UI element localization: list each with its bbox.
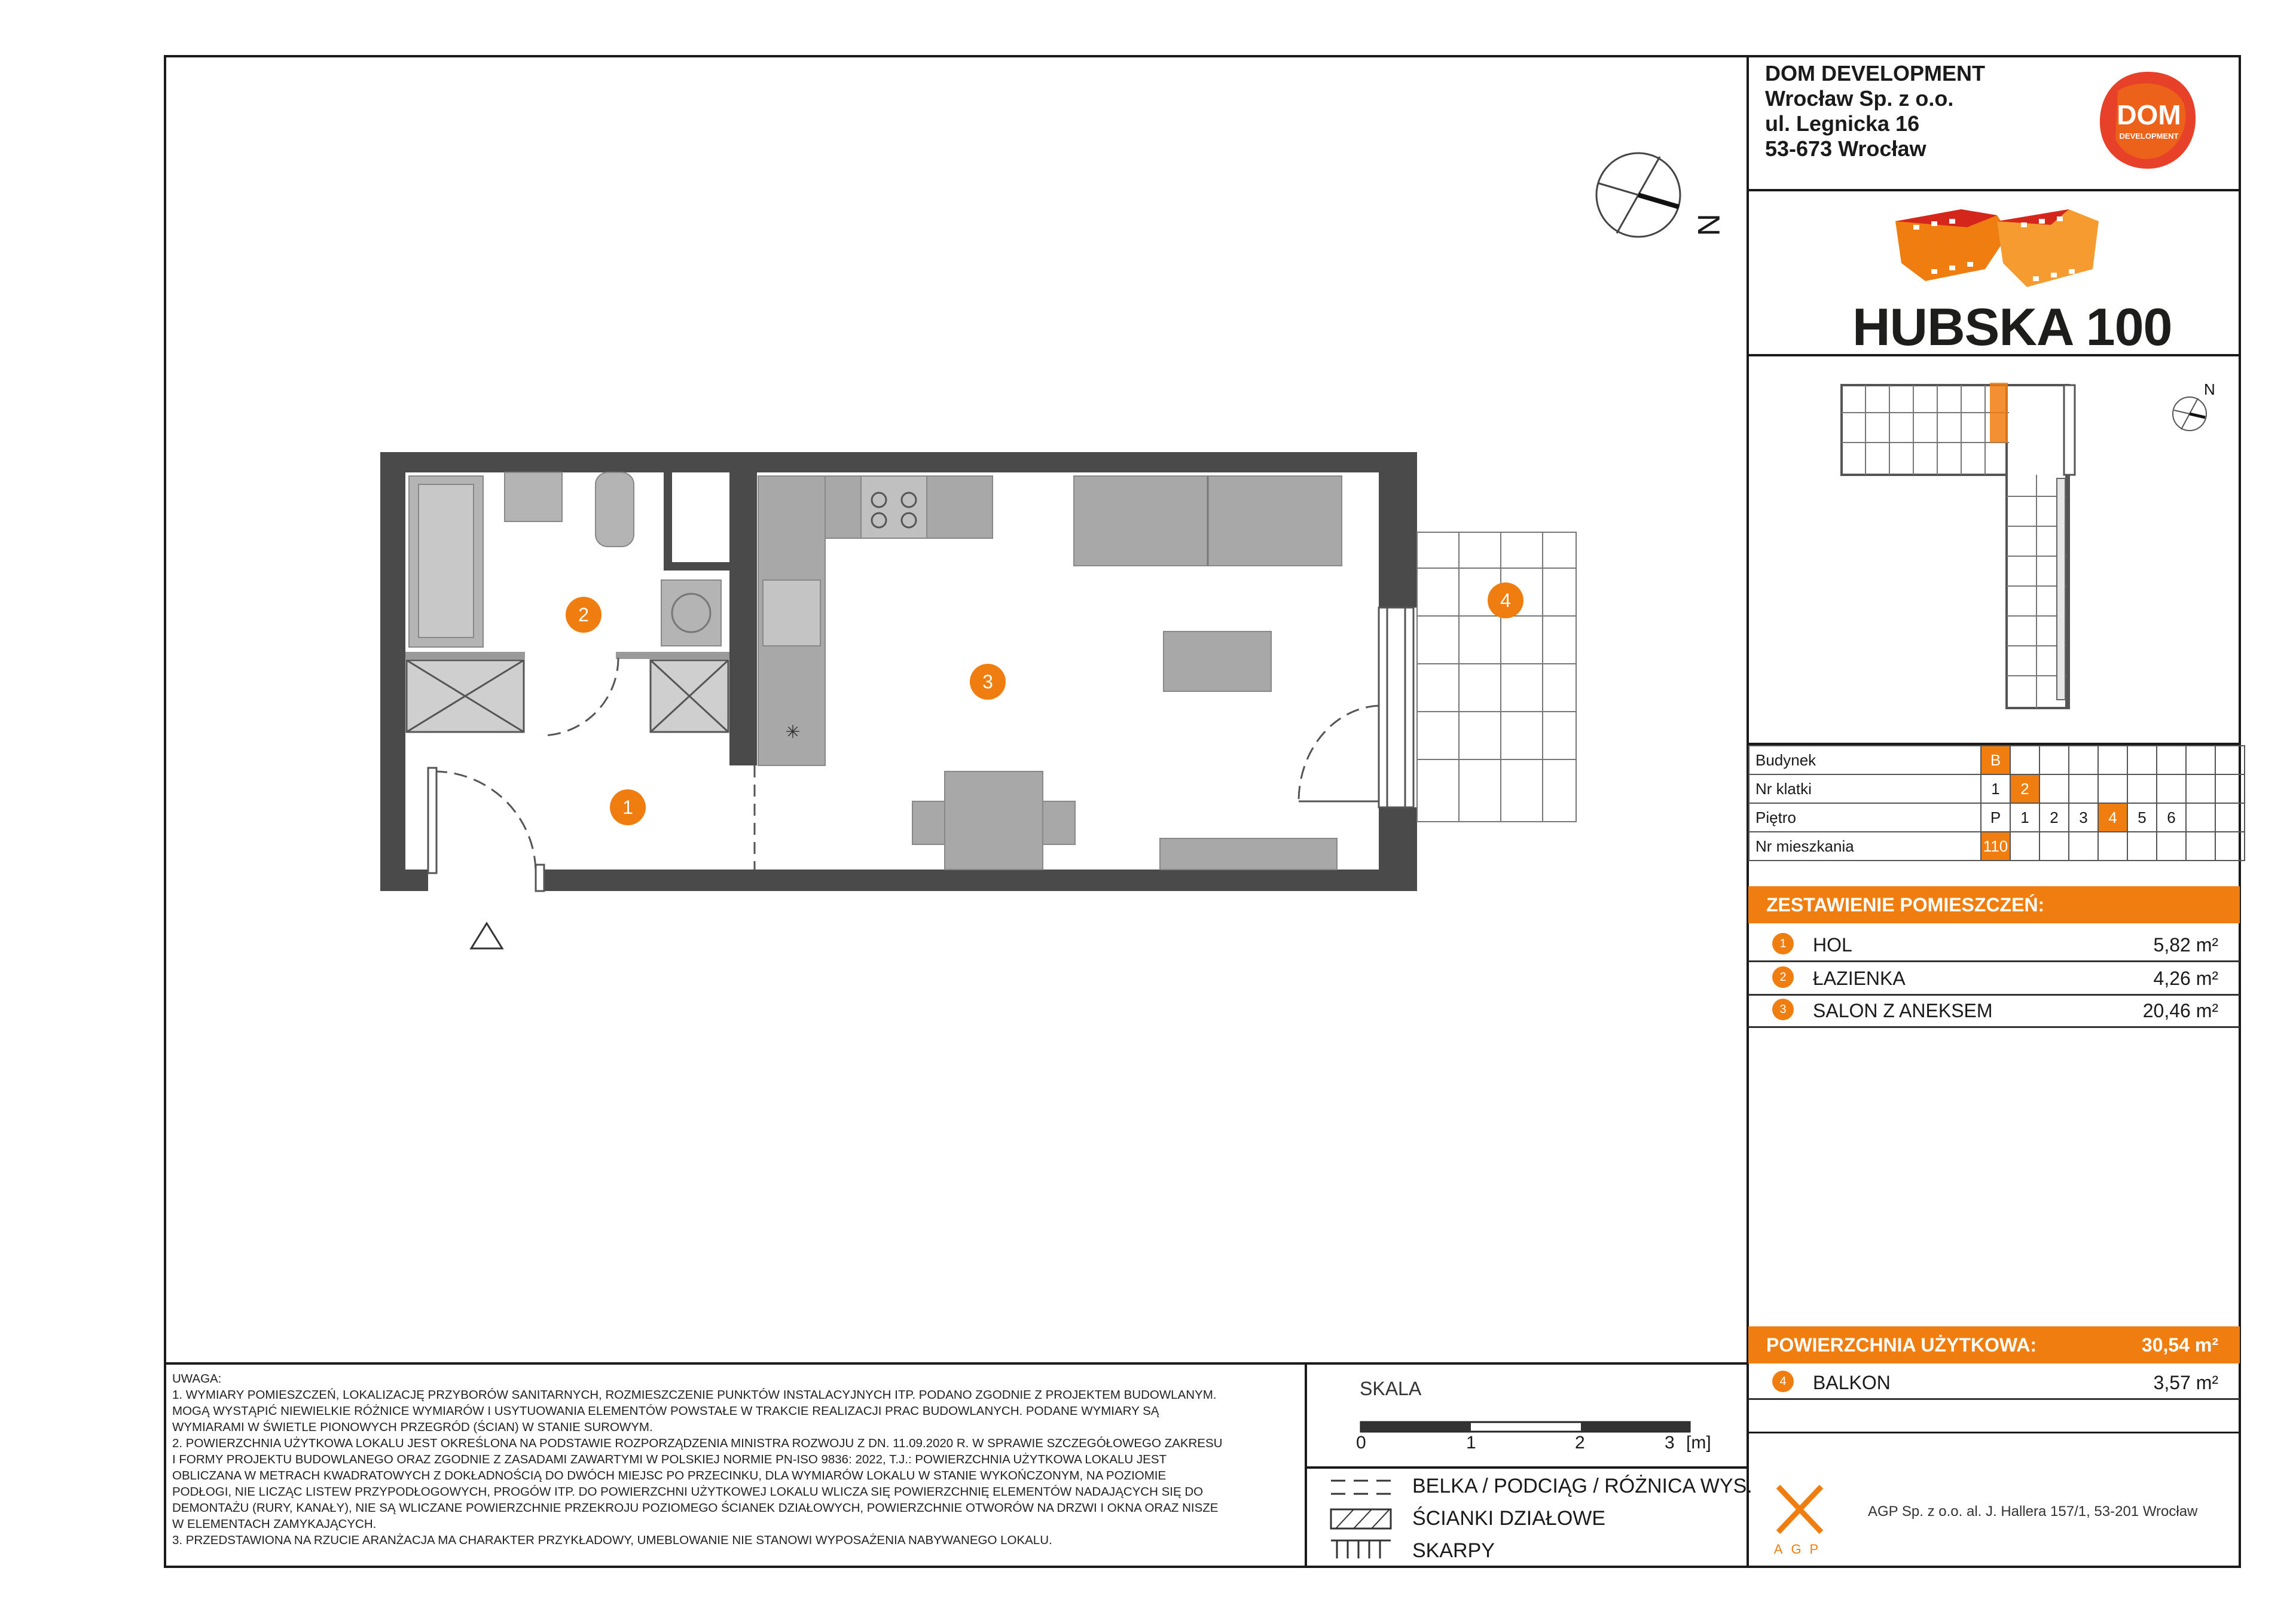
company-line4: 53-673 Wrocław bbox=[1765, 136, 1926, 161]
balcony-area: 3,57 m² bbox=[2153, 1372, 2218, 1393]
plan-label-3: 3 bbox=[970, 664, 1006, 700]
mieszkanie-label: Nr mieszkania bbox=[1749, 832, 1981, 861]
bath-partition-right bbox=[616, 652, 729, 659]
total-area-label: POWIERZCHNIA UŻYTKOWA: bbox=[1766, 1334, 2037, 1356]
pietro-2: 2 bbox=[2039, 803, 2069, 832]
pietro-5: 5 bbox=[2127, 803, 2157, 832]
entrance-door-swing bbox=[434, 771, 536, 873]
washing-machine bbox=[661, 580, 721, 646]
legend-partitions: ŚCIANKI DZIAŁOWE bbox=[1412, 1507, 1606, 1530]
room-1-badge: 1 bbox=[1772, 933, 1794, 954]
legend-beam-icon bbox=[1330, 1477, 1392, 1497]
scale-bar bbox=[1360, 1420, 1694, 1434]
legend-partitions-icon bbox=[1330, 1508, 1392, 1530]
notes-divider bbox=[164, 1362, 1748, 1365]
scale-label: SKALA bbox=[1360, 1378, 1422, 1399]
washbasin bbox=[505, 472, 562, 521]
room-2-badge: 2 bbox=[1772, 966, 1794, 988]
north-label bbox=[1690, 213, 1726, 236]
toilet bbox=[596, 472, 634, 547]
scale-tick-2: 2 bbox=[1575, 1433, 1585, 1453]
mieszkanie-value: 110 bbox=[1981, 832, 2010, 861]
blank-row-divider bbox=[1748, 1432, 2241, 1433]
row-klatka bbox=[1749, 774, 2245, 803]
balcony-row bbox=[1748, 1366, 2240, 1400]
notes-line: 1. WYMIARY POMIESZCZEŃ, LOKALIZACJĘ PRZYBORÓW SANITARNYCH, ROZMIESZCZENIE PUNKTÓW INSTALACYJNYCH ITP. PODANO ZGODNIE Z PROJEKTEM BUDOWLANYM. bbox=[172, 1388, 1217, 1402]
plan-label-4: 4 bbox=[1488, 582, 1523, 618]
chair-right bbox=[1043, 801, 1075, 844]
room-3-area: 20,46 m² bbox=[2142, 1000, 2218, 1021]
pietro-6: 6 bbox=[2157, 803, 2186, 832]
scale-tick-0: 0 bbox=[1356, 1433, 1366, 1453]
apartment-info-table bbox=[1748, 745, 2245, 861]
chair-left bbox=[912, 801, 945, 844]
total-area-value: 30,54 m² bbox=[2141, 1334, 2218, 1356]
notes-line: W ELEMENTACH ZAMYKAJĄCYCH. bbox=[172, 1517, 377, 1531]
balcony-name: BALKON bbox=[1813, 1372, 1891, 1393]
dom-development-logo bbox=[2094, 67, 2202, 175]
row-budynek bbox=[1749, 746, 2245, 774]
logo-text-bottom: DEVELOPMENT bbox=[2119, 132, 2179, 141]
floor-plan bbox=[371, 443, 1626, 981]
company-address bbox=[1765, 61, 1985, 161]
wall-bottom-left bbox=[380, 870, 428, 891]
company-line3: ul. Legnicka 16 bbox=[1765, 111, 1920, 136]
company-name: DOM DEVELOPMENT bbox=[1765, 61, 1986, 86]
row-pietro bbox=[1749, 803, 2245, 832]
key-plan-compass-label: N bbox=[2204, 380, 2215, 398]
rooms-header bbox=[1748, 886, 2240, 923]
notes-line: PODŁOGI, NIE LICZĄC LISTEW PRZYPODŁOGOWYCH, PROGÓW ITP. DO POWIERZCHNI UŻYTKOWEJ LOKALU WLICZA SIĘ POWIERZCHNIĘ ELEMENTÓW NADAJĄCYCH SIĘ DO bbox=[172, 1485, 1204, 1499]
wall-kitchen bbox=[729, 472, 757, 765]
bath-partition-left bbox=[405, 652, 525, 659]
architect-address: AGP Sp. z o.o. al. J. Hallera 157/1, 53-201 Wrocław bbox=[1868, 1503, 2198, 1520]
balcony-badge: 4 bbox=[1772, 1371, 1794, 1392]
kitchen-sink bbox=[763, 580, 820, 646]
pietro-4: 4 bbox=[2098, 803, 2127, 832]
notes-line: OBLICZANA W METRACH KWADRATOWYCH Z DOKŁADNOŚCIĄ DO DWÓCH MIEJSC PO PRZECINKU, DLA WYMIARÓW LOKALU W STANIE WYKOŃCZONYM, NA POZIOMIE bbox=[172, 1469, 1167, 1482]
plan-label-1: 1 bbox=[610, 789, 646, 825]
tv-cabinet bbox=[1160, 838, 1337, 870]
scale-legend-divider bbox=[1305, 1466, 1748, 1469]
balcony bbox=[1417, 532, 1576, 822]
balcony-door-swing bbox=[1299, 706, 1379, 801]
scale-unit: [m] bbox=[1686, 1433, 1711, 1453]
room-1-area: 5,82 m² bbox=[2153, 934, 2218, 956]
total-area-bar bbox=[1748, 1326, 2240, 1363]
north-label-text: N bbox=[1690, 213, 1726, 236]
fridge-symbol: ✳ bbox=[785, 722, 801, 743]
key-plan-compass bbox=[2169, 380, 2217, 434]
project-title: HUBSKA 100 bbox=[1852, 297, 2172, 356]
pietro-1: 1 bbox=[2010, 803, 2039, 832]
scale-tick-1: 1 bbox=[1466, 1433, 1476, 1453]
klatka-2: 2 bbox=[2010, 774, 2039, 803]
room-row-1 bbox=[1748, 928, 2240, 962]
scale-tick-3: 3 bbox=[1665, 1433, 1675, 1453]
notes-title: UWAGA: bbox=[172, 1372, 222, 1386]
legend-beam: BELKA / PODCIĄG / RÓŻNICA WYS. bbox=[1412, 1475, 1752, 1497]
wall-left bbox=[380, 452, 405, 891]
row-mieszkanie bbox=[1749, 832, 2245, 861]
logo-text-top: DOM bbox=[2117, 99, 2181, 130]
agp-logo-text: AGP bbox=[1773, 1542, 1827, 1557]
room-row-3 bbox=[1748, 994, 2240, 1028]
key-plan bbox=[1830, 377, 2141, 718]
wall-bottom bbox=[544, 870, 1417, 891]
room-3-badge: 3 bbox=[1772, 999, 1794, 1020]
film-reel-logo bbox=[1889, 197, 2105, 293]
notes-line: I FORMY PROJEKTU BUDOWLANEGO ORAZ ZGODNIE Z ZASADAMI ZAWARTYMI W POLSKIEJ NORMIE PN-ISO 9836: 2022, T.J.: POWIERZCHNIA UŻYTKOWA LOKALU JEST bbox=[172, 1453, 1167, 1466]
room-1-name: HOL bbox=[1813, 934, 1852, 956]
coffee-table bbox=[1164, 631, 1271, 691]
legend-reveals: SKARPY bbox=[1412, 1539, 1495, 1562]
pietro-3: 3 bbox=[2069, 803, 2098, 832]
balcony-door-frame bbox=[1379, 608, 1413, 807]
notes-line: 3. PRZEDSTAWIONA NA RZUCIE ARANŻACJA MA CHARAKTER PRZYKŁADOWY, UMEBLOWANIE NIE STANOWI WYPOSAŻENIA NABYWANEGO LOKALU. bbox=[172, 1533, 1052, 1547]
shaft-bottom bbox=[664, 562, 744, 571]
notes-line: MOGĄ WYSTĄPIĆ NIEWIELKIE RÓŻNICE WYMIARÓW I USYTUOWANIA ELEMENTÓW POWSTAŁE W TRAKCIE REALIZACJI PRAC BUDOWLANYCH. PODANE WYMIARY SĄ bbox=[172, 1404, 1159, 1418]
company-divider bbox=[1747, 189, 2241, 191]
rooms-header-label: ZESTAWIENIE POMIESZCZEŃ: bbox=[1766, 894, 2045, 916]
room-row-2 bbox=[1748, 962, 2240, 996]
plan-label-2: 2 bbox=[566, 597, 602, 633]
shaft-left bbox=[664, 472, 672, 571]
cooktop bbox=[861, 476, 927, 538]
entrance-marker bbox=[471, 923, 502, 948]
klatka-label: Nr klatki bbox=[1749, 774, 1981, 803]
room-2-area: 4,26 m² bbox=[2153, 968, 2218, 989]
notes-block bbox=[172, 1371, 1296, 1548]
notes-line: DEMONTAŻU (RURY, KANAŁY), NIE SĄ WLICZANE POWIERZCHNIE PRZEKROJU POZIOMEGO ŚCIANEK DZIAŁOWYCH, POWIERZCHNIE OTWORÓW NA DRZWI I OKNA ORAZ NISZE bbox=[172, 1501, 1219, 1515]
pietro-p: P bbox=[1981, 803, 2010, 832]
dining-table bbox=[945, 771, 1043, 870]
agp-logo bbox=[1773, 1481, 1827, 1558]
bathroom-door-swing bbox=[541, 658, 618, 736]
legend-reveals-icon bbox=[1330, 1538, 1392, 1560]
notes-line: 2. POWIERZCHNIA UŻYTKOWA LOKALU JEST OKREŚLONA NA PODSTAWIE ROZPORZĄDZENIA MINISTRA ROZWOJU Z DN. 11.09.2020 R. W SPRAWIE SZCZEGÓŁOWEGO ZAKRESU bbox=[172, 1436, 1223, 1450]
notes-legend-divider bbox=[1305, 1362, 1307, 1568]
company-line2: Wrocław Sp. z o.o. bbox=[1765, 86, 1954, 111]
room-3-name: SALON Z ANEKSEM bbox=[1813, 1000, 1993, 1021]
notes-line: WYMIARAMI W ŚWIETLE PIONOWYCH PRZEGRÓD (ŚCIAN) W STANIE SUROWYM. bbox=[172, 1420, 653, 1434]
budynek-value: B bbox=[1981, 746, 2010, 774]
room-2-name: ŁAZIENKA bbox=[1813, 968, 1906, 989]
wall-top bbox=[380, 452, 1417, 472]
wall-right-upper bbox=[1379, 452, 1417, 608]
pietro-label: Piętro bbox=[1749, 803, 1981, 832]
budynek-label: Budynek bbox=[1749, 746, 1981, 774]
klatka-1: 1 bbox=[1981, 774, 2010, 803]
